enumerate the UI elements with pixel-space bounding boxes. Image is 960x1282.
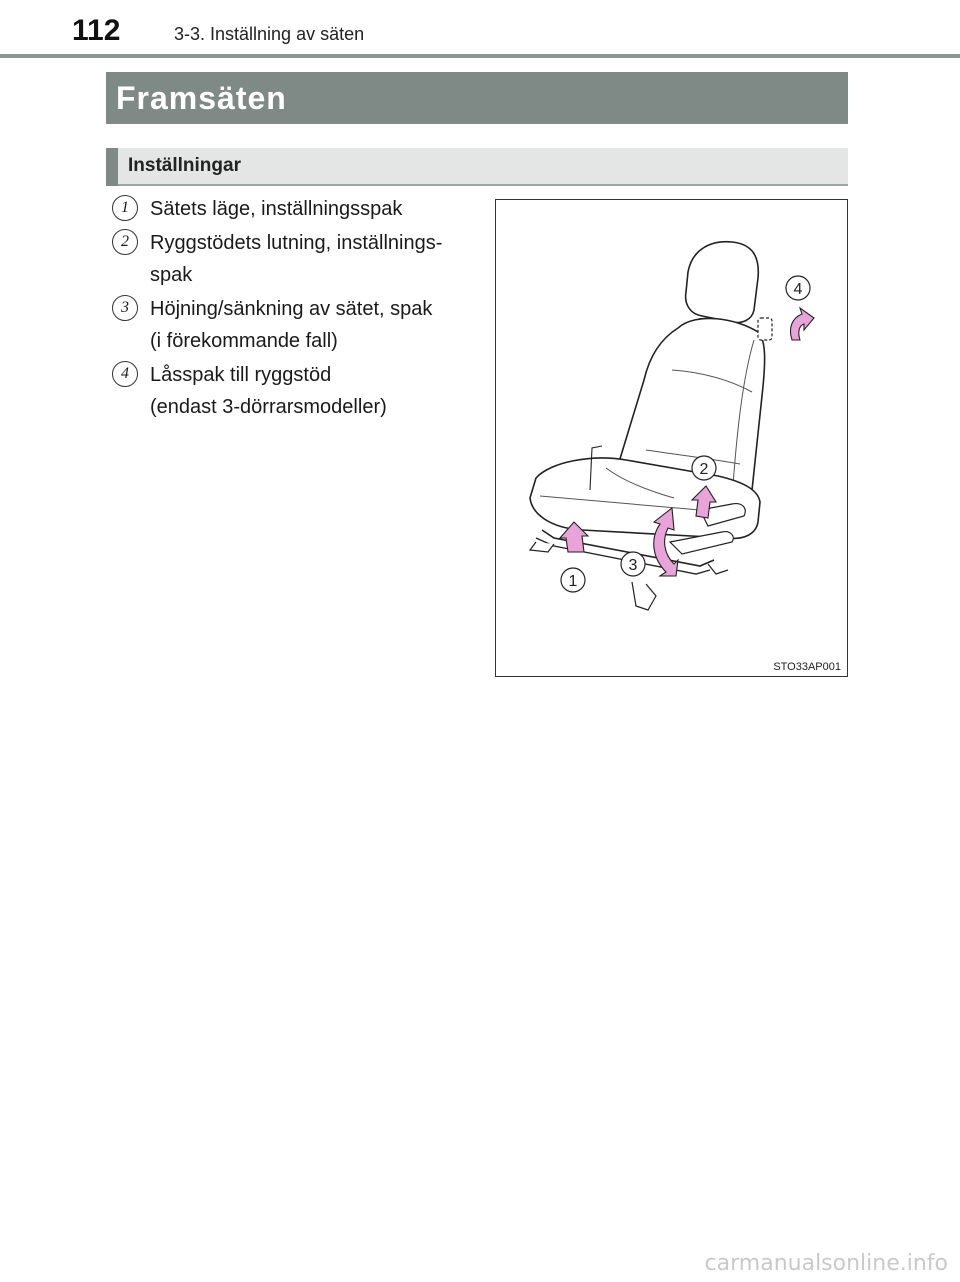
- subsection-title: Inställningar: [128, 155, 241, 176]
- item-line: spak: [150, 264, 193, 286]
- header-rule: [0, 54, 960, 58]
- callout-1: 1: [568, 573, 578, 590]
- item-number-badge: 1: [112, 195, 138, 221]
- section-title: Framsäten: [116, 80, 287, 116]
- section-banner: [106, 72, 848, 124]
- item-line: Låsspak till ryggstöd: [150, 364, 332, 386]
- item-number-badge: 4: [112, 361, 138, 387]
- car-seat-illustration-icon: [496, 200, 846, 675]
- item-number-badge: 3: [112, 295, 138, 321]
- callout-3: 3: [628, 557, 638, 574]
- footer-watermark: carmanualsonline.info: [704, 1251, 948, 1276]
- item-line: Ryggstödets lutning, inställnings-: [150, 232, 443, 254]
- item-text: [150, 193, 480, 225]
- item-text: [150, 293, 480, 357]
- running-header: 3-3. Inställning av säten: [174, 24, 365, 44]
- item-text: [150, 359, 480, 423]
- page-number: 112: [72, 14, 121, 47]
- callout-2: 2: [699, 461, 709, 478]
- subsection-marker: [106, 148, 118, 186]
- item-line: Höjning/sänkning av sätet, spak: [150, 298, 433, 320]
- item-line: (i förekommande fall): [150, 330, 338, 352]
- item-number-badge: 2: [112, 229, 138, 255]
- item-line: Sätets läge, inställningsspak: [150, 198, 403, 220]
- callout-4: 4: [793, 281, 803, 298]
- item-text: [150, 227, 480, 291]
- item-line: (endast 3-dörrarsmodeller): [150, 396, 387, 418]
- seat-figure: [495, 199, 848, 677]
- figure-code: STO33AP001: [773, 661, 841, 673]
- subsection-banner: [106, 148, 848, 186]
